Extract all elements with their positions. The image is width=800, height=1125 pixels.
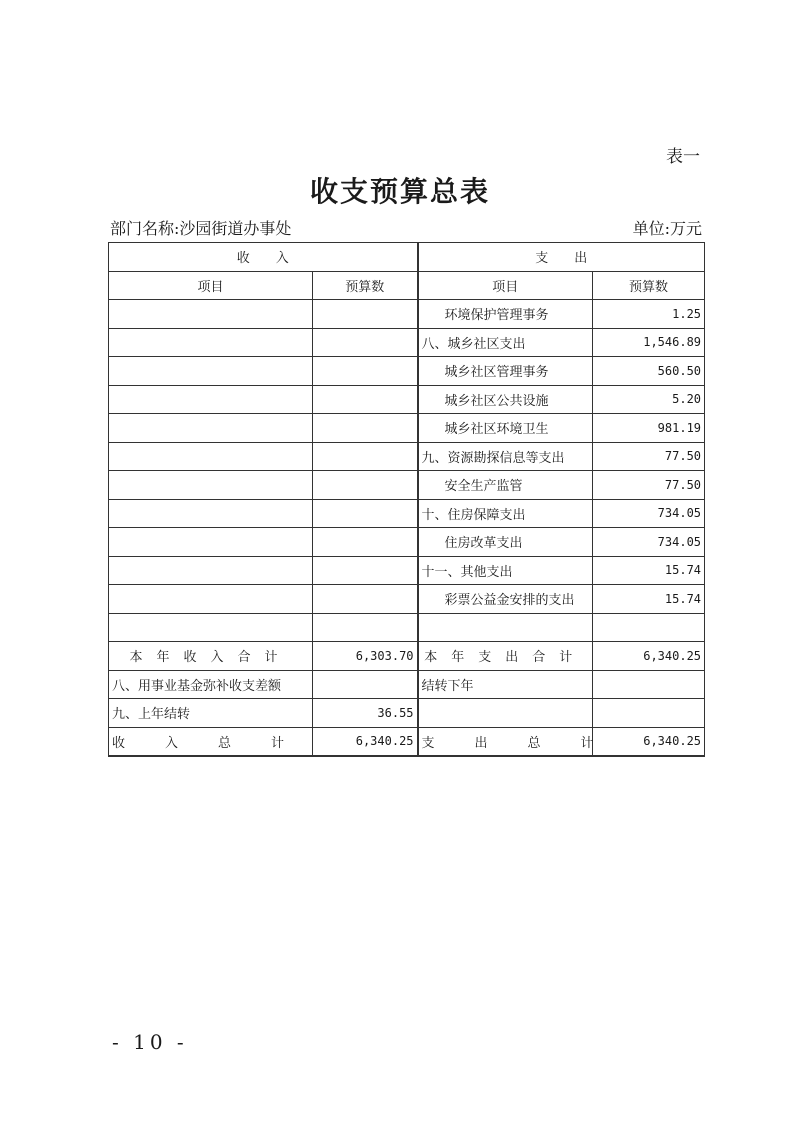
table-row: [109, 585, 705, 614]
table-section-header-row: [109, 243, 705, 272]
expense-value-cell: 5.20: [593, 385, 705, 414]
expense-value-cell: 560.50: [593, 357, 705, 386]
table-row: [109, 442, 705, 471]
table-row: [109, 499, 705, 528]
expense-value-cell: 981.19: [593, 414, 705, 443]
year-income-total-label: 本年收入合计: [109, 642, 313, 671]
fund-label: 八、用事业基金弥补收支差额: [109, 670, 313, 699]
income-item-cell: [109, 385, 313, 414]
empty-cell: [313, 613, 418, 642]
expense-item-cell: 十、住房保障支出: [418, 499, 593, 528]
income-item-cell: [109, 357, 313, 386]
expense-value-cell: 15.74: [593, 585, 705, 614]
table-row: [109, 385, 705, 414]
income-item-cell: [109, 556, 313, 585]
income-value-cell: [313, 414, 418, 443]
income-value-cell: [313, 585, 418, 614]
table-row: [109, 300, 705, 329]
income-item-cell: [109, 300, 313, 329]
fund-value: [313, 670, 418, 699]
empty-cell: [593, 699, 705, 728]
expense-item-cell: 十一、其他支出: [418, 556, 593, 585]
carry-forward-value: [593, 670, 705, 699]
table-row: [109, 357, 705, 386]
prev-year-value: 36.55: [313, 699, 418, 728]
income-value-cell: [313, 385, 418, 414]
table-row: [109, 328, 705, 357]
empty-cell: [418, 613, 593, 642]
year-income-total-value: 6,303.70: [313, 642, 418, 671]
income-item-cell: [109, 528, 313, 557]
expense-item-cell: 住房改革支出: [418, 528, 593, 557]
expense-value-cell: 1,546.89: [593, 328, 705, 357]
income-item-cell: [109, 328, 313, 357]
expense-item-cell: 九、资源勘探信息等支出: [418, 442, 593, 471]
expense-value-cell: 734.05: [593, 499, 705, 528]
grand-total-row: [109, 727, 705, 756]
expense-header: 支 出: [418, 243, 705, 272]
income-value-cell: [313, 528, 418, 557]
expense-item-cell: 城乡社区公共设施: [418, 385, 593, 414]
prev-year-label: 九、上年结转: [109, 699, 313, 728]
income-item-cell: [109, 499, 313, 528]
carry-forward-label: 结转下年: [418, 670, 593, 699]
department-name: 部门名称:沙园街道办事处: [110, 219, 292, 238]
income-value-cell: [313, 328, 418, 357]
expense-item-cell: 城乡社区管理事务: [418, 357, 593, 386]
table-row: [109, 699, 705, 728]
income-item-cell: [109, 585, 313, 614]
table-column-header-row: [109, 271, 705, 300]
expense-value-cell: 15.74: [593, 556, 705, 585]
table-row: [109, 556, 705, 585]
expense-value-cell: 734.05: [593, 528, 705, 557]
page-title: 收支预算总表: [309, 175, 490, 208]
expense-rows: [109, 300, 705, 614]
table-row: [109, 528, 705, 557]
table-row: [109, 471, 705, 500]
expense-value-cell: 1.25: [593, 300, 705, 329]
expense-value-cell: 77.50: [593, 471, 705, 500]
meta-row: [110, 216, 702, 239]
expense-item-cell: 安全生产监管: [418, 471, 593, 500]
income-value-cell: [313, 471, 418, 500]
income-item-cell: [109, 442, 313, 471]
expense-item-cell: 八、城乡社区支出: [418, 328, 593, 357]
empty-cell: [593, 613, 705, 642]
expense-item-cell: 城乡社区环境卫生: [418, 414, 593, 443]
unit-label: 单位:万元: [632, 219, 702, 238]
expense-item-cell: 彩票公益金安排的支出: [418, 585, 593, 614]
table-row: [109, 670, 705, 699]
income-value-cell: [313, 556, 418, 585]
grand-expense-label: 支出总计: [418, 727, 593, 756]
empty-cell: [418, 699, 593, 728]
expense-value-cell: 77.50: [593, 442, 705, 471]
table-row: [109, 613, 705, 642]
income-value-cell: [313, 499, 418, 528]
empty-cell: [109, 613, 313, 642]
expense-item-column-header: 项目: [418, 271, 593, 300]
income-value-cell: [313, 357, 418, 386]
year-total-row: [109, 642, 705, 671]
expense-item-cell: 环境保护管理事务: [418, 300, 593, 329]
budget-table: [108, 242, 705, 757]
year-expense-total-value: 6,340.25: [593, 642, 705, 671]
income-item-cell: [109, 471, 313, 500]
grand-income-label: 收入总计: [109, 727, 313, 756]
income-value-cell: [313, 442, 418, 471]
year-expense-total-label: 本年支出合计: [418, 642, 593, 671]
income-budget-column-header: 预算数: [313, 271, 418, 300]
income-item-column-header: 项目: [109, 271, 313, 300]
income-item-cell: [109, 414, 313, 443]
table-label: 表一: [666, 147, 700, 167]
income-header: 收 入: [109, 243, 418, 272]
page-number: - 10 -: [112, 1030, 188, 1054]
grand-income-value: 6,340.25: [313, 727, 418, 756]
grand-expense-value: 6,340.25: [593, 727, 705, 756]
expense-budget-column-header: 预算数: [593, 271, 705, 300]
income-value-cell: [313, 300, 418, 329]
table-row: [109, 414, 705, 443]
